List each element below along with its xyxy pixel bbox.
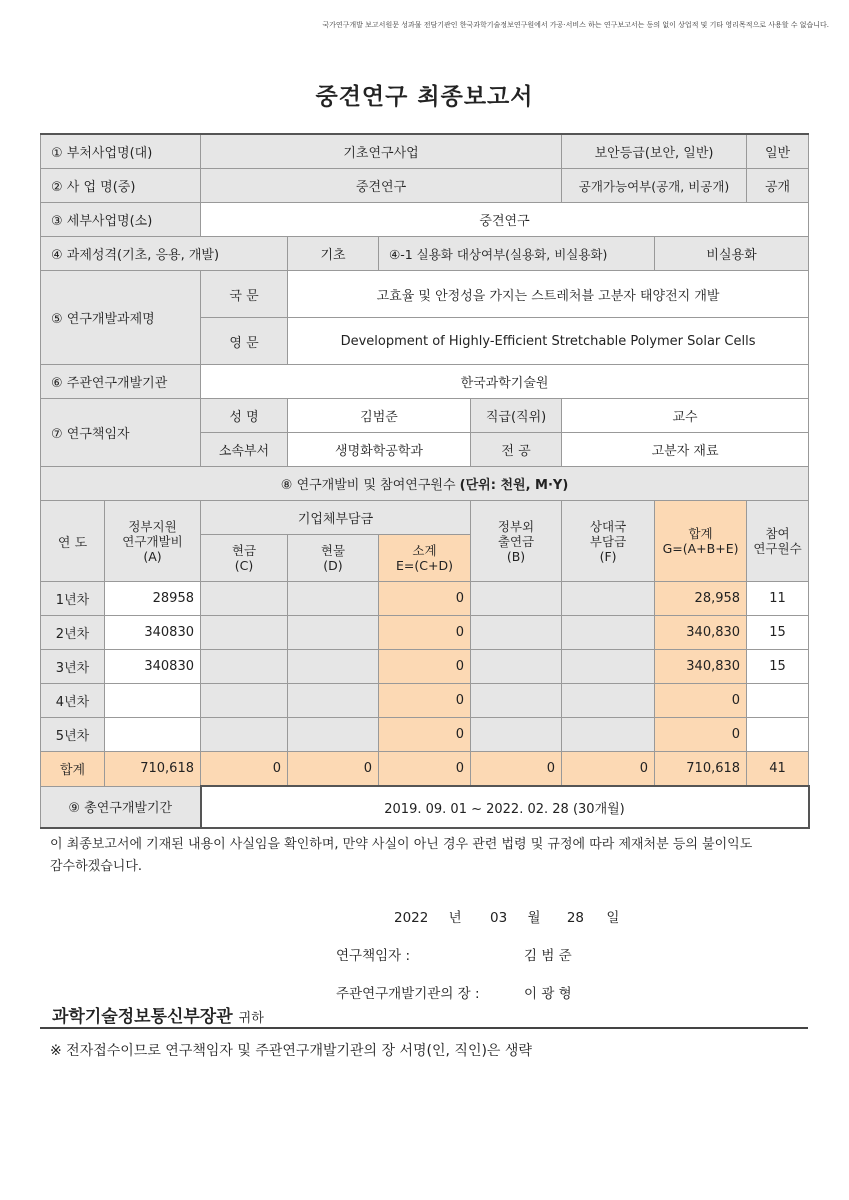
- row-total: 0: [655, 718, 747, 752]
- program-value: 중견연구: [201, 169, 562, 203]
- host-institution-value: 한국과학기술원: [201, 365, 809, 399]
- period-value: 2019. 09. 01 ~ 2022. 02. 28 (30개월): [201, 786, 809, 828]
- sum-subtotal: 0: [379, 752, 471, 787]
- sum-in-kind: 0: [288, 752, 379, 787]
- page-title: 중견연구 최종보고서: [315, 84, 534, 110]
- english-title-value: Development of Highly-Efficient Stretchable Polymer Solar Cells: [288, 318, 809, 365]
- header-partner: 상대국 부담금 (F): [562, 501, 655, 582]
- pi-major-label: 전 공: [471, 433, 562, 467]
- pi-label: ⑦ 연구책임자: [41, 399, 201, 467]
- row-in-kind: [288, 684, 379, 718]
- info-row-5-kor: [41, 271, 809, 318]
- budget-title: [41, 467, 809, 501]
- head-sign-name: 이 광 형: [524, 986, 572, 1002]
- disclosure-value: 공개: [747, 169, 809, 203]
- row-year: 2년차: [41, 616, 105, 650]
- row-gov: 340830: [105, 650, 201, 684]
- row-cash: [201, 718, 288, 752]
- korean-title-value: 고효율 및 안정성을 가지는 스트레처블 고분자 태양전지 개발: [288, 271, 809, 318]
- pi-name-value: 김범준: [288, 399, 471, 433]
- row-non-gov: [471, 650, 562, 684]
- info-row-2: [41, 169, 809, 203]
- declaration-text: 이 최종보고서에 기재된 내용이 사실임을 확인하며, 만약 사실이 아닌 경우 관련 법령 및 규정에 따라 제재처분 등의 불이익도 감수하겠습니다.: [50, 837, 753, 874]
- budget-row-5: [41, 718, 809, 752]
- row-partner: [562, 684, 655, 718]
- sub-program-value: 중견연구: [201, 203, 809, 237]
- english-title-label: 영 문: [201, 318, 288, 365]
- row-non-gov: [471, 718, 562, 752]
- pi-dept-label: 소속부서: [201, 433, 288, 467]
- budget-title-text: ⑧ 연구개발비 및 참여연구원수: [280, 478, 460, 493]
- sum-label: 합계: [41, 752, 105, 787]
- pi-dept-value: 생명화학공학과: [288, 433, 471, 467]
- row-year: 5년차: [41, 718, 105, 752]
- row-partner: [562, 650, 655, 684]
- row-total: 340,830: [655, 616, 747, 650]
- pi-name-label: 성 명: [201, 399, 288, 433]
- row-subtotal: 0: [379, 718, 471, 752]
- head-sign-label: 주관연구개발기관의 장 :: [336, 986, 480, 1002]
- period-row: [41, 786, 809, 828]
- row-in-kind: [288, 718, 379, 752]
- pi-sign-name: 김 범 준: [524, 948, 572, 964]
- row-in-kind: [288, 616, 379, 650]
- pi-major-value: 고분자 재료: [562, 433, 809, 467]
- row-year: 1년차: [41, 582, 105, 616]
- electronic-submission-note: ※ 전자접수이므로 연구책임자 및 주관연구개발기관의 장 서명(인, 직인)은 생략: [50, 1043, 532, 1059]
- date-month: 03: [490, 910, 508, 926]
- period-label: ⑨ 총연구개발기간: [41, 786, 201, 828]
- row-partner: [562, 616, 655, 650]
- sum-total: 710,618: [655, 752, 747, 787]
- row-non-gov: [471, 684, 562, 718]
- row-non-gov: [471, 616, 562, 650]
- sub-program-label: ③ 세부사업명(소): [41, 203, 201, 237]
- info-row-4: [41, 237, 809, 271]
- row-in-kind: [288, 650, 379, 684]
- security-level-value: 일반: [747, 134, 809, 169]
- row-staff: 11: [747, 582, 809, 616]
- sum-cash: 0: [201, 752, 288, 787]
- report-table: [40, 133, 810, 829]
- date-month-unit: 월: [527, 910, 541, 926]
- recipient-name: 과학기술정보통신부장관: [52, 1007, 233, 1027]
- row-cash: [201, 616, 288, 650]
- row-subtotal: 0: [379, 684, 471, 718]
- header-corporate: 기업체부담금: [201, 501, 471, 535]
- disclosure-label: 공개가능여부(공개, 비공개): [562, 169, 747, 203]
- info-row-1: [41, 134, 809, 169]
- dept-program-value: 기초연구사업: [201, 134, 562, 169]
- budget-title-row: [41, 467, 809, 501]
- row-in-kind: [288, 582, 379, 616]
- commercialization-label: ④-1 실용화 대상여부(실용화, 비실용화): [379, 237, 655, 271]
- row-gov: 340830: [105, 616, 201, 650]
- sum-non-gov: 0: [471, 752, 562, 787]
- sum-staff: 41: [747, 752, 809, 787]
- row-gov: 28958: [105, 582, 201, 616]
- korean-title-label: 국 문: [201, 271, 288, 318]
- project-type-label: ④ 과제성격(기초, 응용, 개발): [41, 237, 288, 271]
- pi-position-label: 직급(직위): [471, 399, 562, 433]
- date-line: [394, 906, 619, 926]
- recipient: [52, 1002, 264, 1027]
- date-year-unit: 년: [448, 910, 462, 926]
- row-cash: [201, 582, 288, 616]
- row-subtotal: 0: [379, 616, 471, 650]
- header-non-gov: 정부외 출연금 (B): [471, 501, 562, 582]
- sum-partner: 0: [562, 752, 655, 787]
- header-total: 합계 G=(A+B+E): [655, 501, 747, 582]
- header-in-kind: 현물 (D): [288, 535, 379, 582]
- pi-sign-label: 연구책임자 :: [336, 948, 411, 964]
- header-year: 연 도: [41, 501, 105, 582]
- row-subtotal: 0: [379, 650, 471, 684]
- recipient-suffix: 귀하: [238, 1011, 264, 1026]
- row-gov: [105, 684, 201, 718]
- row-staff: [747, 684, 809, 718]
- row-total: 340,830: [655, 650, 747, 684]
- header-cash: 현금 (C): [201, 535, 288, 582]
- host-institution-label: ⑥ 주관연구개발기관: [41, 365, 201, 399]
- pi-position-value: 교수: [562, 399, 809, 433]
- budget-row-2: [41, 616, 809, 650]
- info-row-3: [41, 203, 809, 237]
- header-gov-funding: 정부지원 연구개발비 (A): [105, 501, 201, 582]
- dept-program-label: ① 부처사업명(대): [41, 134, 201, 169]
- budget-row-3: [41, 650, 809, 684]
- project-type-value: 기초: [288, 237, 379, 271]
- project-title-label: ⑤ 연구개발과제명: [41, 271, 201, 365]
- commercialization-value: 비실용화: [655, 237, 809, 271]
- copyright-notice: 국가연구개발 보고서원문 성과물 전담기관인 한국과학기술정보연구원에서 가공·서비스 하는 연구보고서는 동의 없이 상업적 및 기타 영리목적으로 사용할 수 없습니다.: [322, 21, 829, 29]
- row-non-gov: [471, 582, 562, 616]
- info-row-7a: [41, 399, 809, 433]
- date-day: 28: [566, 910, 585, 926]
- budget-row-1: [41, 582, 809, 616]
- row-cash: [201, 684, 288, 718]
- divider: [40, 1027, 808, 1029]
- budget-unit: (단위: 천원, M·Y): [459, 478, 569, 493]
- security-level-label: 보안등급(보안, 일반): [562, 134, 747, 169]
- sum-gov: 710,618: [105, 752, 201, 787]
- row-partner: [562, 582, 655, 616]
- budget-row-4: [41, 684, 809, 718]
- header-staff: 참여 연구원수: [747, 501, 809, 582]
- row-total: 28,958: [655, 582, 747, 616]
- row-staff: [747, 718, 809, 752]
- date-day-unit: 일: [606, 910, 620, 926]
- row-staff: 15: [747, 616, 809, 650]
- row-subtotal: 0: [379, 582, 471, 616]
- row-cash: [201, 650, 288, 684]
- row-partner: [562, 718, 655, 752]
- program-label: ② 사 업 명(중): [41, 169, 201, 203]
- row-gov: [105, 718, 201, 752]
- row-year: 3년차: [41, 650, 105, 684]
- row-total: 0: [655, 684, 747, 718]
- budget-sum-row: [41, 752, 809, 787]
- date-year: 2022: [394, 910, 429, 926]
- row-year: 4년차: [41, 684, 105, 718]
- row-staff: 15: [747, 650, 809, 684]
- info-row-6: [41, 365, 809, 399]
- header-subtotal: 소계 E=(C+D): [379, 535, 471, 582]
- budget-header-row-1: [41, 501, 809, 535]
